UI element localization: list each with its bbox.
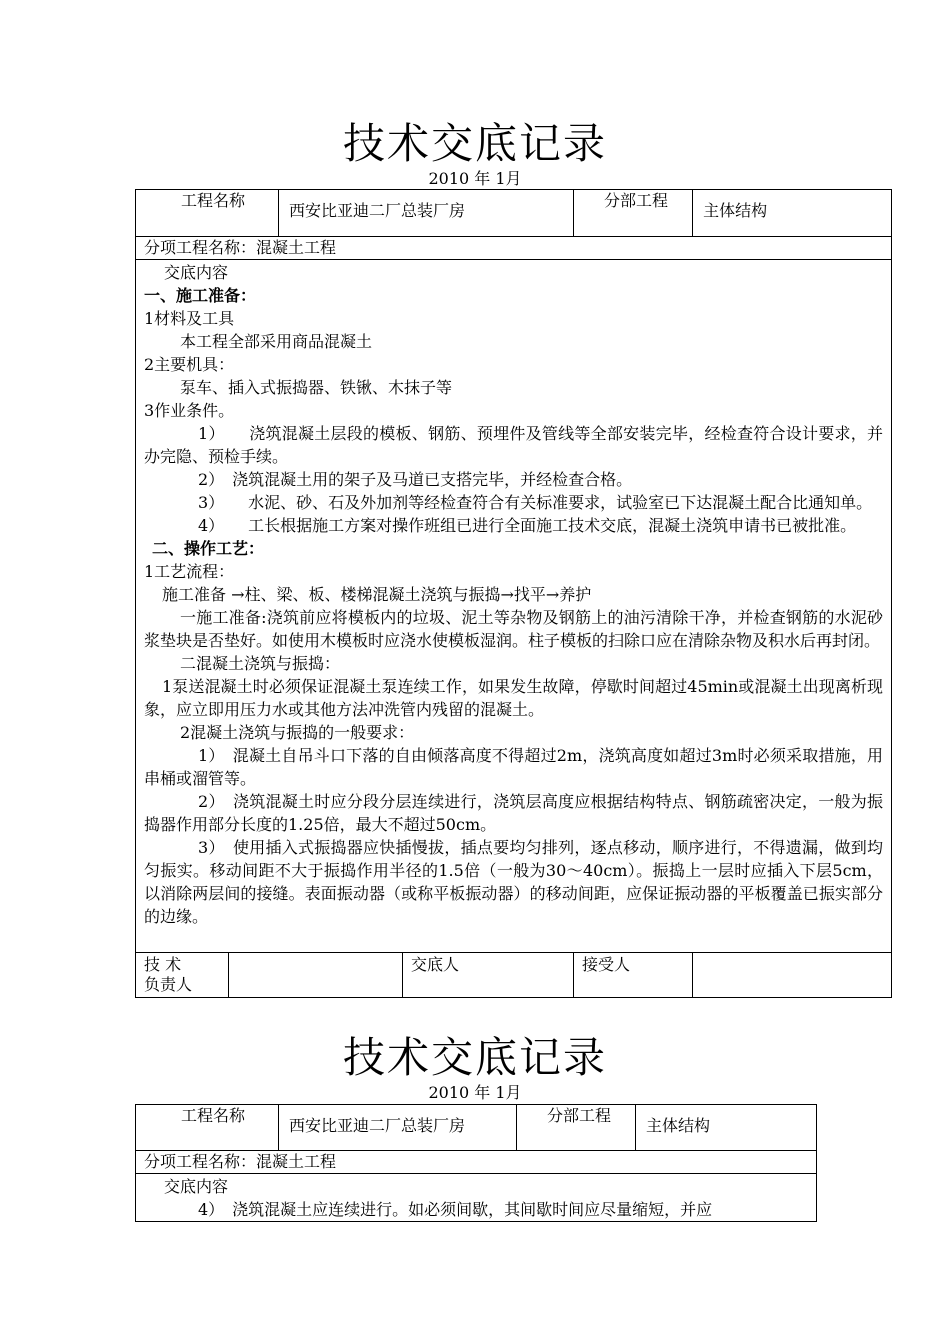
record1-date: 2010 年 1月 <box>428 169 522 188</box>
section-heading: 一、施工准备： <box>144 286 257 305</box>
paragraph: 二混凝土浇筑与振捣： <box>180 654 341 673</box>
paragraph: 2） 浇筑混凝土用的架子及马道已支搭完毕，并经检查合格。 <box>198 470 633 489</box>
subitem-value: 混凝土工程 <box>256 238 337 257</box>
subitem-label: 分项工程名称： <box>144 238 257 257</box>
paragraph: 1工艺流程： <box>144 562 235 581</box>
division-value: 主体结构 <box>636 1105 817 1151</box>
content-cell <box>136 260 892 953</box>
paragraph: 泵车、插入式振捣器、铁锹、木抹子等 <box>180 378 453 397</box>
division-label: 分部工程 <box>517 1105 636 1151</box>
tech-lead-signature <box>229 953 403 998</box>
paragraph: 3作业条件。 <box>144 401 235 420</box>
record1-table <box>135 189 892 998</box>
briefer-label: 交底人 <box>403 953 574 998</box>
paragraph: 4） 工长根据施工方案对操作班组已进行全面施工技术交底，混凝土浇筑申请书已被批准。 <box>198 516 857 535</box>
record2-date: 2010 年 1月 <box>428 1083 522 1102</box>
paragraph: 1） 浇筑混凝土层段的模板、钢筋、预埋件及管线等全部安装完毕，经检查符合设计要求，并办完隐、预检手续。 <box>144 424 884 466</box>
paragraph: 1） 混凝土自吊斗口下落的自由倾落高度不得超过2m，浇筑高度如超过3m时必须采取措施，用串桶或溜管等。 <box>144 746 884 788</box>
paragraph: 2混凝土浇筑与振捣的一般要求： <box>180 723 415 742</box>
receiver-signature <box>693 953 892 998</box>
subitem-value: 混凝土工程 <box>256 1152 337 1171</box>
division-value: 主体结构 <box>693 190 892 237</box>
paragraph: 2） 浇筑混凝土时应分段分层连续进行，浇筑层高度应根据结构特点、钢筋疏密决定，一般为振捣器作用部分长度的1.25倍，最大不超过50cm。 <box>144 792 884 834</box>
subitem-label: 分项工程名称： <box>144 1152 257 1171</box>
project-name-label: 工程名称 <box>136 1105 279 1151</box>
project-name-value: 西安比亚迪二厂总装厂房 <box>279 190 574 237</box>
paragraph: 1材料及工具 <box>144 309 235 328</box>
record1-title: 技术交底记录 <box>342 119 607 168</box>
subitem-row <box>136 1151 817 1174</box>
paragraph: 4） 浇筑混凝土应连续进行。如必须间歇，其间歇时间应尽量缩短，并应 <box>198 1200 713 1219</box>
content-heading: 交底内容 <box>164 263 229 282</box>
content-heading: 交底内容 <box>164 1177 229 1196</box>
section-heading: 二、操作工艺： <box>152 539 265 558</box>
receiver-label: 接受人 <box>574 953 693 998</box>
paragraph: 3） 使用插入式振捣器应快插慢拔，插点要均匀排列，逐点移动，顺序进行，不得遗漏，做到均匀振实。移动间距不大于振捣作用半径的1.5倍（一般为30～40cm）。振捣上一层时应插入下层5cm，以消除两层间的接缝。表面振动器（或称平板振动器）的移动间距，应保证振动器的平板覆盖已振实部分的边缘。 <box>144 838 884 926</box>
record2-title: 技术交底记录 <box>342 1033 607 1082</box>
paragraph: 施工准备 →柱、梁、板、楼梯混凝土浇筑与振捣→找平→养护 <box>162 585 592 604</box>
paragraph: 3） 水泥、砂、石及外加剂等经检查符合有关标准要求，试验室已下达混凝土配合比通知单。 <box>198 493 873 512</box>
content-cell <box>136 1174 817 1222</box>
subitem-row <box>136 237 892 260</box>
division-label: 分部工程 <box>574 190 693 237</box>
paragraph: 2主要机具： <box>144 355 235 374</box>
record2-table <box>135 1104 817 1222</box>
paragraph: 一施工准备:浇筑前应将模板内的垃圾、泥土等杂物及钢筋上的油污清除干净，并检查钢筋的水泥砂浆垫块是否垫好。如使用木模板时应浇水使模板湿润。柱子模板的扫除口应在清除杂物及积水后再封闭。 <box>144 608 884 650</box>
paragraph: 本工程全部采用商品混凝土 <box>180 332 373 351</box>
paragraph: 1泵送混凝土时必须保证混凝土泵连续工作，如果发生故障，停歇时间超过45min或混凝土出现离析现象，应立即用压力水或其他方法冲洗管内残留的混凝土。 <box>144 677 884 719</box>
project-name-label: 工程名称 <box>136 190 279 237</box>
tech-lead-label: 技 术 负责人 <box>136 953 229 998</box>
project-name-value: 西安比亚迪二厂总装厂房 <box>279 1105 517 1151</box>
